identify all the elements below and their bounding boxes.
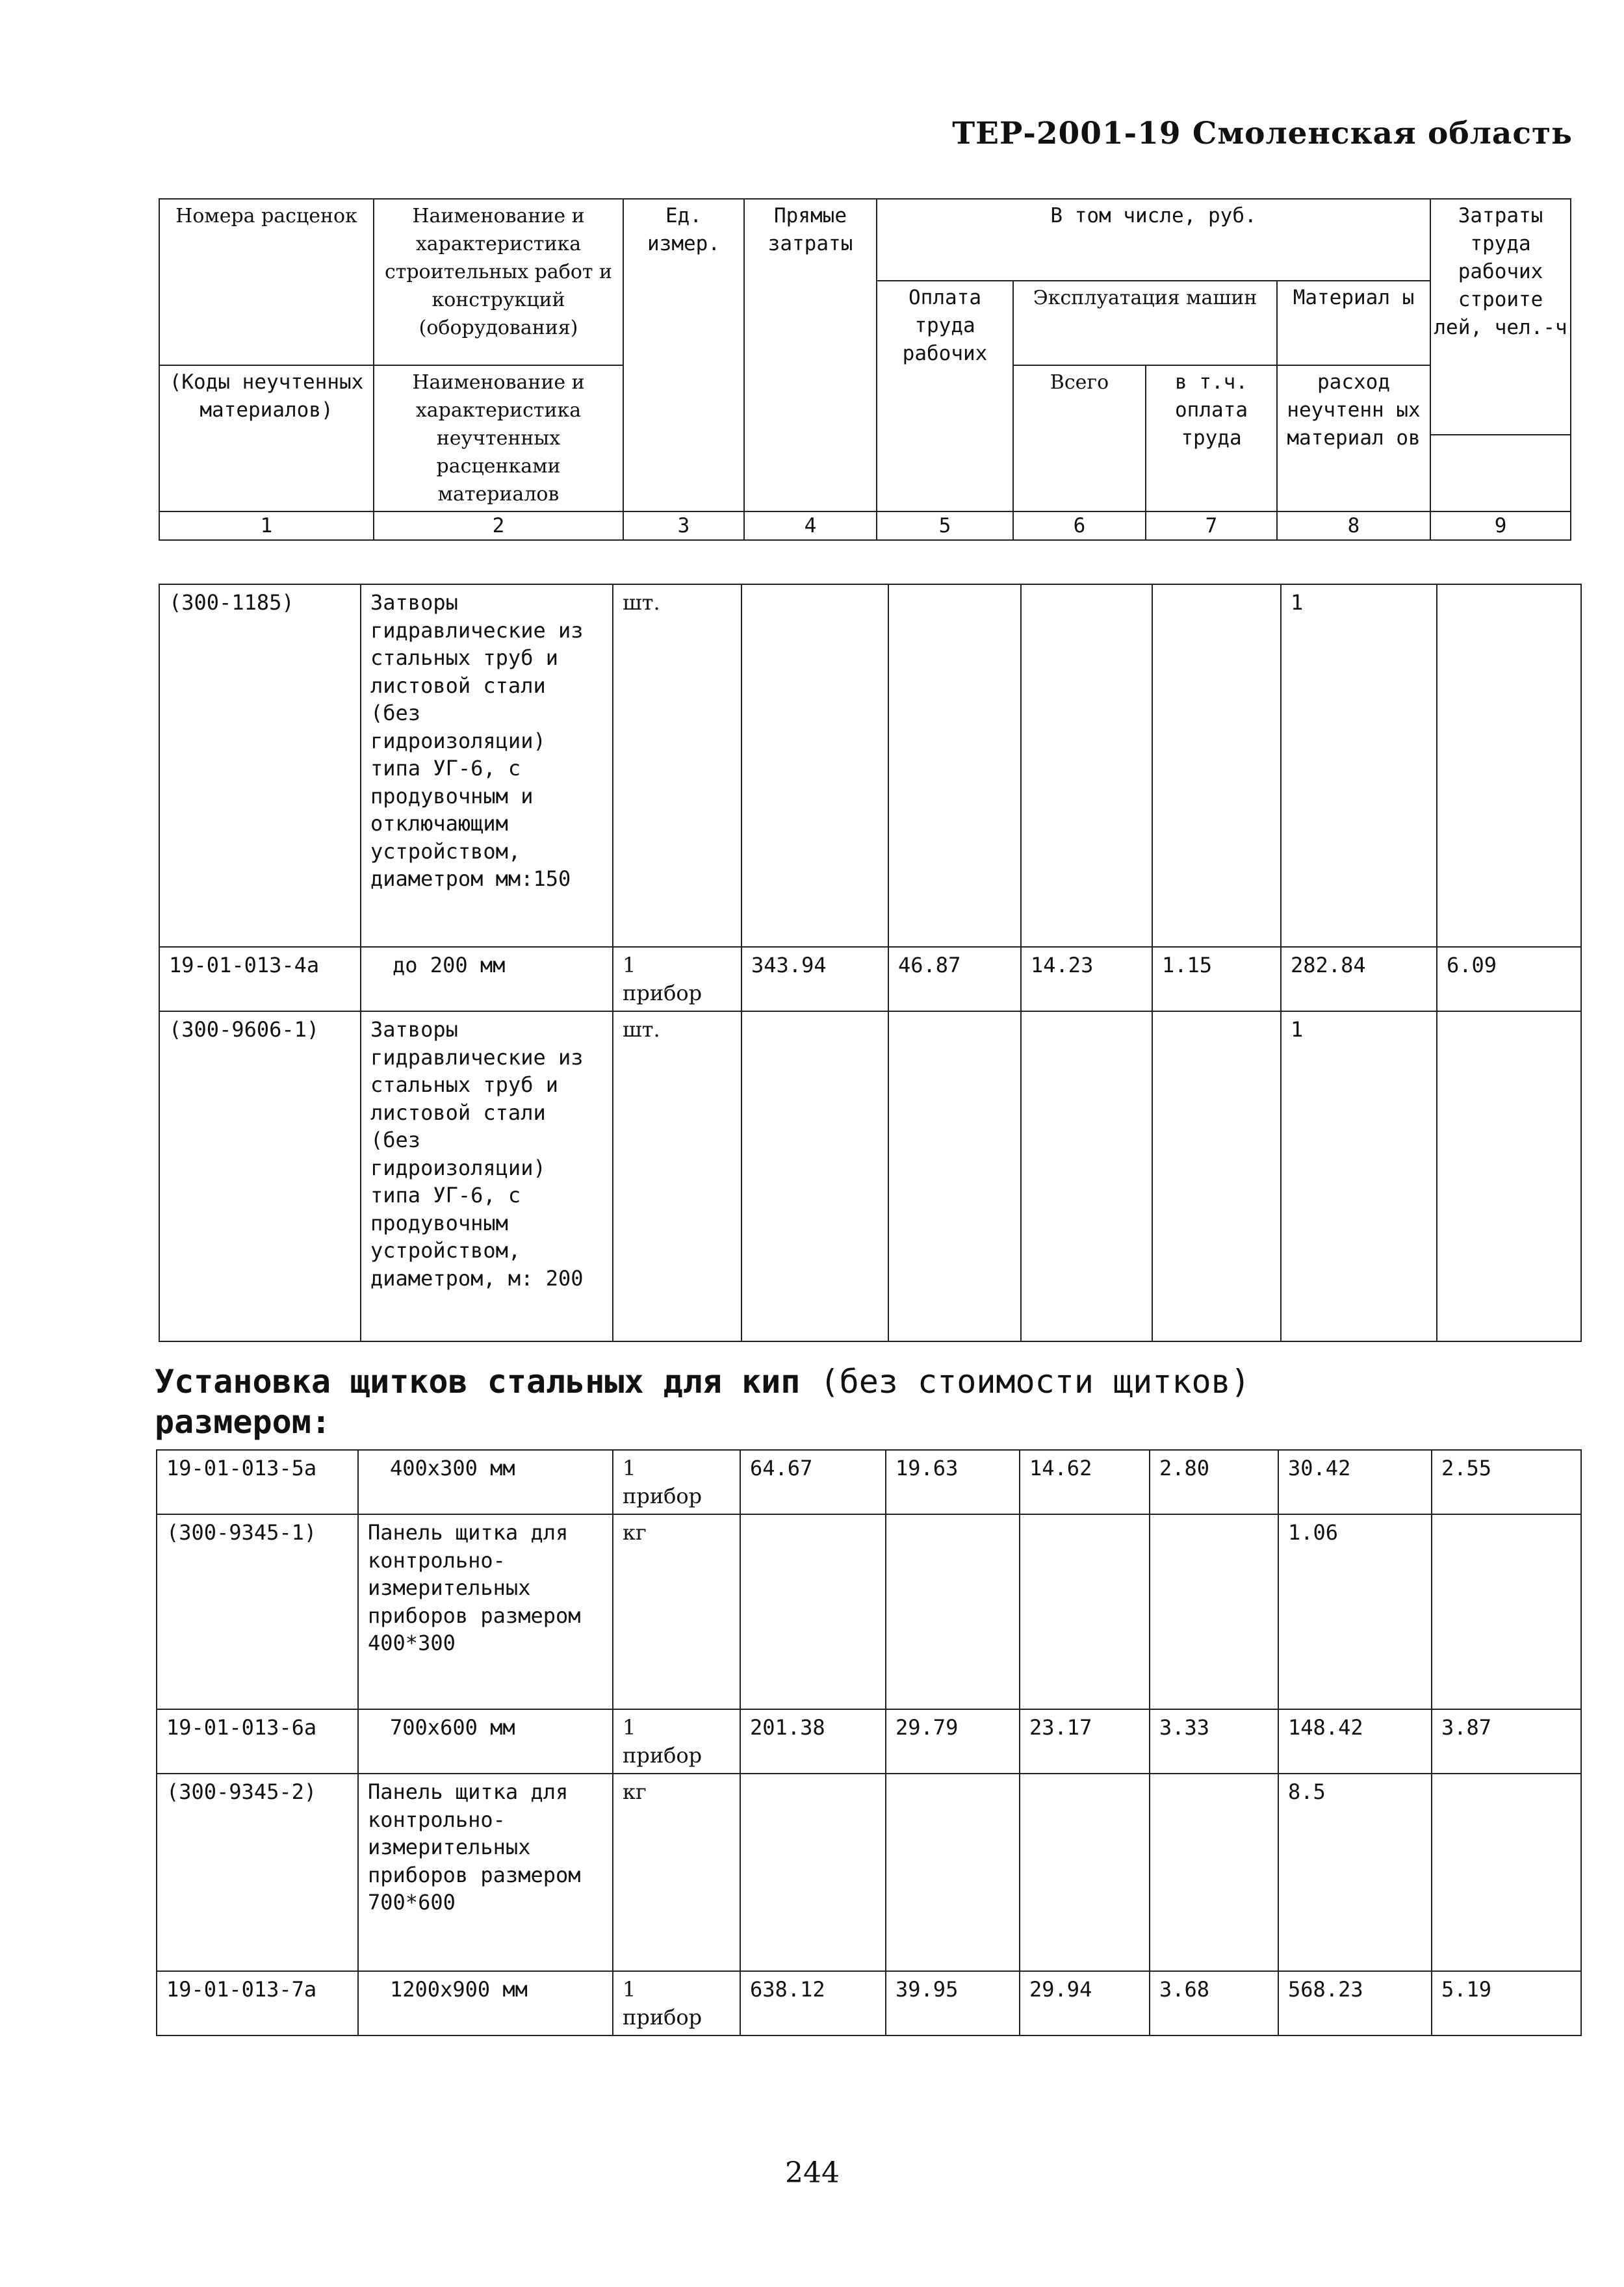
- table-row: [159, 947, 1581, 1011]
- row-machines-labor: [1150, 1774, 1278, 1971]
- table-row: [159, 1011, 1581, 1341]
- row-code: 19-01-013-7а: [157, 1971, 358, 2035]
- row-labor-hours: [1432, 1774, 1581, 1971]
- row-name: до 200 мм: [361, 947, 613, 1011]
- rates-table-1: [159, 584, 1582, 1342]
- row-direct-cost: 64.67: [740, 1450, 886, 1514]
- section-title-bold: Установка щитков стальных для кип: [155, 1363, 801, 1401]
- row-labor-cost: [886, 1514, 1020, 1709]
- section-title-line2: размером:: [155, 1403, 331, 1441]
- row-unit: [613, 1450, 740, 1514]
- header-col8-bottom: расход неучтенн ых материал ов: [1277, 365, 1430, 511]
- row-direct-cost: [740, 1774, 886, 1971]
- table-row: [157, 1774, 1581, 1971]
- header-group: В том числе, руб.: [877, 199, 1430, 281]
- row-code: 19-01-013-6а: [157, 1709, 358, 1774]
- header-col5: Оплата труда рабочих: [877, 281, 1013, 511]
- row-materials: 1: [1281, 1011, 1437, 1341]
- row-labor-cost: [888, 584, 1021, 947]
- row-name: 700х600 мм: [358, 1709, 613, 1774]
- column-number: 9: [1430, 511, 1571, 540]
- row-unit-line2: прибор: [623, 2004, 702, 2030]
- row-unit: [613, 1709, 740, 1774]
- row-labor-cost: 29.79: [886, 1709, 1020, 1774]
- row-machines-labor: 3.33: [1150, 1709, 1278, 1774]
- row-labor-hours: 5.19: [1432, 1971, 1581, 2035]
- row-code: (300-1185): [159, 584, 361, 947]
- row-machines-labor: [1150, 1514, 1278, 1709]
- table-row: [157, 1514, 1581, 1709]
- row-labor-hours: 2.55: [1432, 1450, 1581, 1514]
- header-col9: Затраты труда рабочих строите лей, чел.-ч: [1430, 199, 1571, 435]
- table-row: [157, 1709, 1581, 1774]
- table-row: [159, 584, 1581, 947]
- row-direct-cost: [740, 1514, 886, 1709]
- header-col4: Прямые затраты: [744, 199, 877, 511]
- row-materials: 8.5: [1278, 1774, 1432, 1971]
- column-number: 8: [1277, 511, 1430, 540]
- row-unit-line2: прибор: [623, 980, 702, 1005]
- row-machines-total: [1021, 584, 1152, 947]
- row-machines-labor: 1.15: [1152, 947, 1281, 1011]
- row-labor-hours: [1437, 584, 1581, 947]
- column-number: 2: [374, 511, 623, 540]
- row-labor-cost: [888, 1011, 1021, 1341]
- row-labor-hours: 3.87: [1432, 1709, 1581, 1774]
- row-materials: 1.06: [1278, 1514, 1432, 1709]
- row-machines-labor: 2.80: [1150, 1450, 1278, 1514]
- column-number: 4: [744, 511, 877, 540]
- row-materials: 568.23: [1278, 1971, 1432, 2035]
- row-unit: [613, 1011, 741, 1341]
- column-number: 7: [1146, 511, 1277, 540]
- row-labor-hours: [1432, 1514, 1581, 1709]
- column-number: 5: [877, 511, 1013, 540]
- row-direct-cost: [741, 584, 888, 947]
- row-labor-cost: 39.95: [886, 1971, 1020, 2035]
- row-machines-total: 23.17: [1020, 1709, 1150, 1774]
- table-row: [157, 1450, 1581, 1514]
- page-number: 244: [785, 2156, 840, 2190]
- row-labor-cost: 46.87: [888, 947, 1021, 1011]
- row-machines-total: [1020, 1514, 1150, 1709]
- row-name: Панель щитка для контрольно-измерительных приборов размером 400*300: [358, 1514, 613, 1709]
- row-unit: [613, 1971, 740, 2035]
- row-machines-total: 29.94: [1020, 1971, 1150, 2035]
- row-machines-total: [1020, 1774, 1150, 1971]
- row-unit-value: 1: [623, 1715, 636, 1740]
- row-materials: 282.84: [1281, 947, 1437, 1011]
- column-number: 3: [623, 511, 744, 540]
- row-labor-hours: 6.09: [1437, 947, 1581, 1011]
- header-machines: Эксплуатация машин: [1013, 281, 1277, 365]
- row-unit-value: шт.: [623, 590, 660, 615]
- row-unit: [613, 947, 741, 1011]
- row-code: (300-9606-1): [159, 1011, 361, 1341]
- header-col9-empty: [1430, 435, 1571, 511]
- row-name: Панель щитка для контрольно-измерительных приборов размером 700*600: [358, 1774, 613, 1971]
- row-materials: 1: [1281, 584, 1437, 947]
- row-direct-cost: 343.94: [741, 947, 888, 1011]
- row-code: 19-01-013-5а: [157, 1450, 358, 1514]
- row-name: Затворы гидравлические из стальных труб и листовой стали (без гидроизоляции) типа УГ-6, с продувочным и отключающим устройством, диаметром мм:150: [361, 584, 613, 947]
- row-code: (300-9345-2): [157, 1774, 358, 1971]
- row-materials: 148.42: [1278, 1709, 1432, 1774]
- row-labor-cost: [886, 1774, 1020, 1971]
- header-col1-bottom: (Коды неучтенных материалов): [159, 365, 374, 511]
- row-materials: 30.42: [1278, 1450, 1432, 1514]
- header-col7: в т.ч. оплата труда: [1146, 365, 1277, 511]
- row-unit-value: 1: [623, 1977, 636, 2002]
- header-col2-bottom: Наименование и характеристика неучтенных расценками материалов: [374, 365, 623, 511]
- table-header: [159, 198, 1571, 541]
- row-unit: [613, 1774, 740, 1971]
- row-machines-total: 14.23: [1021, 947, 1152, 1011]
- row-unit-value: 1: [623, 953, 636, 977]
- row-code: 19-01-013-4а: [159, 947, 361, 1011]
- row-unit: [613, 584, 741, 947]
- row-unit-value: 1: [623, 1456, 636, 1480]
- row-machines-labor: [1152, 1011, 1281, 1341]
- header-col3: Ед. измер.: [623, 199, 744, 511]
- row-unit-line2: прибор: [623, 1483, 702, 1508]
- row-machines-total: 14.62: [1020, 1450, 1150, 1514]
- header-col8-top: Материал ы: [1277, 281, 1430, 365]
- row-unit-line2: прибор: [623, 1742, 702, 1768]
- row-machines-total: [1021, 1011, 1152, 1341]
- row-direct-cost: [741, 1011, 888, 1341]
- table-row: [157, 1971, 1581, 2035]
- row-code: (300-9345-1): [157, 1514, 358, 1709]
- row-unit-value: кг: [623, 1779, 647, 1804]
- rates-table-2: [156, 1449, 1582, 2036]
- column-number: 1: [159, 511, 374, 540]
- header-col1-top: Номера расценок: [159, 199, 374, 365]
- row-name: Затворы гидравлические из стальных труб и листовой стали (без гидроизоляции) типа УГ-6, с продувочным устройством, диаметром, м: 200: [361, 1011, 613, 1341]
- row-machines-labor: 3.68: [1150, 1971, 1278, 2035]
- row-labor-hours: [1437, 1011, 1581, 1341]
- row-direct-cost: 638.12: [740, 1971, 886, 2035]
- header-col6: Всего: [1013, 365, 1146, 511]
- row-name: 400х300 мм: [358, 1450, 613, 1514]
- row-unit-value: кг: [623, 1520, 647, 1545]
- header-col2-top: Наименование и характеристика строительных работ и конструкций (оборудования): [374, 199, 623, 365]
- row-labor-cost: 19.63: [886, 1450, 1020, 1514]
- row-unit: [613, 1514, 740, 1709]
- section-title: [155, 1362, 1584, 1442]
- row-name: 1200х900 мм: [358, 1971, 613, 2035]
- row-machines-labor: [1152, 584, 1281, 947]
- row-direct-cost: 201.38: [740, 1709, 886, 1774]
- page-title: ТЕР-2001-19 Смоленская область: [952, 116, 1573, 151]
- column-number: 6: [1013, 511, 1146, 540]
- section-title-rest: (без стоимости щитков): [800, 1363, 1250, 1401]
- row-unit-value: шт.: [623, 1017, 660, 1042]
